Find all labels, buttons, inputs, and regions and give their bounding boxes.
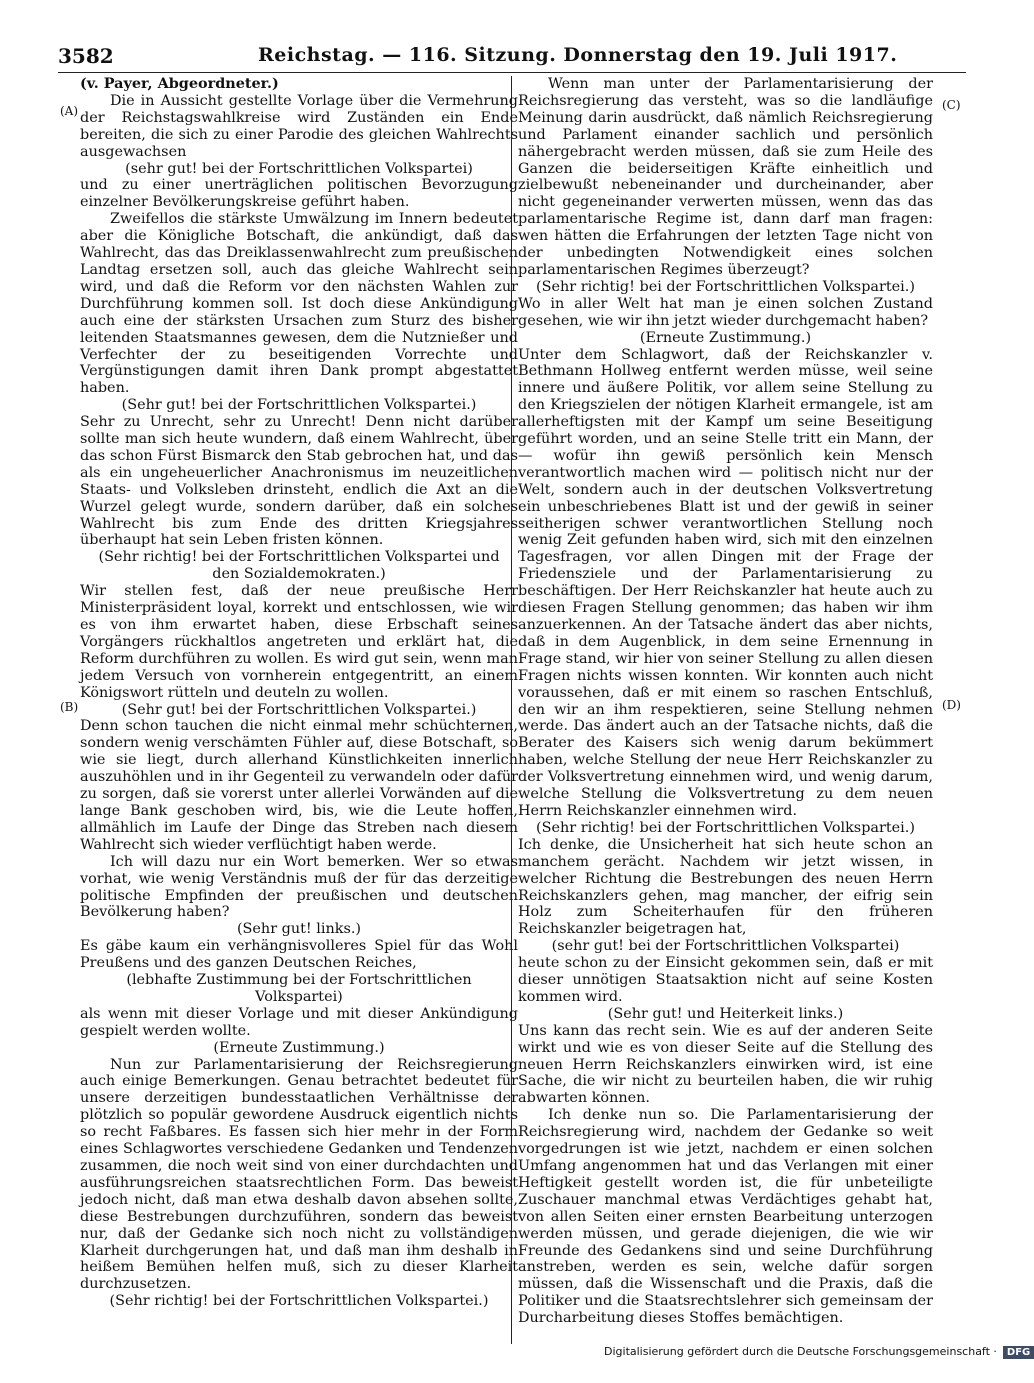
paragraph: Sehr zu Unrecht, sehr zu Unrecht! Denn nicht darüber sollte man sich heute wundern, daß einem Wahlrecht, über das schon Fürst Bismarck den Stab gebrochen hat, und das als ein ungeheuerlicher Anachronismus im neuzeitlichen Staats- und Volksleben drinsteht, endlich die Axt an die Wurzel gelegt wurde, sondern darüber, daß ein solches Wahlrecht bis zum Ende des dritten Kriegsjahres überhaupt hat sein Leben fristen können. [80, 414, 518, 549]
paragraph: Die in Aussicht gestellte Vorlage über die Vermehrung der Reichstagswahlkreise wird Zuständen ein Ende bereiten, die sich zu einer Parodie des gleichen Wahlrechts ausgewachsen [80, 92, 518, 160]
interjection: (sehr gut! bei der Fortschrittlichen Volkspartei) [551, 938, 900, 955]
footer-credit [604, 1345, 1034, 1359]
dfg-logo: DFG [1003, 1346, 1034, 1359]
interjection: (sehr gut! bei der Fortschrittlichen Volkspartei) [125, 160, 473, 177]
left-column [80, 76, 518, 1310]
interjection: (Sehr gut! bei der Fortschrittlichen Volkspartei.) [121, 701, 477, 718]
interjection: (Sehr richtig! bei der Fortschrittlichen Volkspartei und den Sozialdemokraten.) [98, 549, 500, 583]
page-header [58, 44, 966, 70]
header-rule [58, 72, 966, 73]
interjection: (Erneute Zustimmung.) [213, 1039, 385, 1056]
margin-marker-c: (C) [942, 98, 961, 112]
paragraph: Wo in aller Welt hat man je einen solchen Zustand gesehen, wie wir ihn jetzt wieder durchgemacht haben? [518, 295, 933, 329]
page-number: 3582 [58, 44, 114, 68]
paragraph: Unter dem Schlagwort, daß der Reichskanzler v. Bethmann Hollweg entfernt werden müsse, weil seine innere und äußere Politik, vor allem seine Stellung zu den Kriegszielen der nötigen Klarheit ermangele, ist am allerheftigsten mit der Kampf um seine Beseitigung geführt worden, und an seine Stelle tritt ein Mann, der — wofür ihn gewiß persönlich kein Mensch verantwortlich machen wird — politisch nicht nur der Welt, sondern auch in der deutschen Volksvertretung ein unbeschriebenes Blatt ist und der gewiß in seiner seitherigen schwer verantwortlichen Stellung noch wenig Zeit gefunden haben wird, sich mit den einzelnen Tagesfragen, vor allen Dingen mit der Frage der Friedensziele und der Parlamentarisierung zu beschäftigen. Der Herr Reichskanzler hat heute auch zu diesen Fragen Stellung genommen; das haben wir ihm anzuerkennen. An der Tatsache ändert das aber nichts, daß in dem Augenblick, in dem seine Ernennung in Frage stand, wir hier von seiner Stellung zu allen diesen Fragen nichts wissen konnten. Wir konnten auch nicht voraussehen, daß er mit einem so raschen Entschluß, den wir an ihm respektieren, seine Stellung nehmen werde. Das ändert auch an der Tatsache nichts, daß die Berater des Kaisers sich wenig darum bekümmert haben, welche Stellung der neue Herr Reichskanzler zu der Volksvertretung einnehmen wird, und wenig darum, welche Stellung die Volksvertretung zu dem neuen Herrn Reichskanzler einnehmen wird. [518, 346, 933, 819]
paragraph: Nun zur Parlamentarisierung der Reichsregierung auch einige Bemerkungen. Genau betrachtet bedeutet für unsere derzeitigen bundesstaatlichen Verhältnisse der plötzlich so populär gewordene Ausdruck eigentlich nichts so recht Faßbares. Es fassen sich hier mehr in der Form eines Schlagwortes verschiedene Gedanken und Tendenzen zusammen, die noch weit sind von einer durchdachten und ausführungsreichen staatsrechtlichen Form. Das beweist jedoch nicht, daß man etwa deshalb davon absehen sollte, diese Bestrebungen durchzuführen, sondern das beweist nur, daß der Gedanke sich noch nicht zu vollständigen Klarheit durchgerungen hat, und daß man ihm deshalb in heißem Bemühen helfen muß, sich zu dieser Klarheit durchzusetzen. [80, 1056, 518, 1293]
paragraph: Wenn man unter der Parlamentarisierung der Reichsregierung das versteht, was so die landläufige Meinung darin ausdrückt, daß nämlich Reichsregierung und Parlament einander sachlich und persönlich nähergebracht werden müssen, daß sie zum Heile des Ganzen die beiderseitigen Kräfte einheitlich und zielbewußt nebeneinander und durcheinander, aber nicht gegeneinander verwerten müssen, wenn das das parlamentarische Regime ist, dann darf man fragen: wen hätten die Erfahrungen der letzten Tage nicht von der unbedingten Notwendigkeit eines solchen parlamentarischen Regimes überzeugt? [518, 76, 933, 278]
interjection: (Sehr gut! links.) [236, 921, 362, 938]
paragraph: Ich will dazu nur ein Wort bemerken. Wer so etwas vorhat, wie wenig Verständnis muß der für das derzeitige politische Empfinden der preußischen und deutschen Bevölkerung haben? [80, 853, 518, 921]
paragraph: Denn schon tauchen die nicht einmal mehr schüchternen, sondern wenig verschämten Fühler auf, diese Botschaft, so wie sie liegt, durch allerhand Künstlichkeiten innerlich auszuhöhlen und in ihr Gegenteil zu verwandeln oder dafür zu sorgen, daß sie vorerst unter allerlei Vorwänden auf die lange Bank geschoben wird, bis, wie die Leute hoffen, allmählich im Laufe der Dinge das Streben nach diesem Wahlrecht sich wieder verflüchtigt haben werde. [80, 718, 518, 853]
paragraph: als wenn mit dieser Vorlage und mit dieser Ankündigung gespielt werden wollte. [80, 1005, 518, 1039]
interjection: (Sehr gut! bei der Fortschrittlichen Volkspartei.) [121, 397, 477, 414]
interjection: (Sehr richtig! bei der Fortschrittlichen Volkspartei.) [109, 1293, 489, 1310]
paragraph: Ich denke, die Unsicherheit hat sich heute schon an manchem gerächt. Nachdem wir jetzt wissen, in welcher Richtung die Bestrebungen des neuen Herrn Reichskanzlers gehen, mag mancher, der eifrig sein Holz zum Scheiterhaufen für den früheren Reichskanzler beigetragen hat, [518, 836, 933, 938]
margin-marker-a: (A) [60, 104, 79, 118]
interjection: (Erneute Zustimmung.) [639, 329, 812, 346]
margin-marker-d: (D) [942, 698, 961, 712]
running-title: Reichstag. — 116. Sitzung. Donnerstag den 19. Juli 1917. [258, 44, 898, 66]
paragraph: und zu einer unerträglichen politischen Bevorzugung einzelner Bevölkerungskreise geführt haben. [80, 177, 518, 211]
interjection: (Sehr gut! und Heiterkeit links.) [607, 1005, 844, 1022]
margin-marker-b: (B) [60, 700, 79, 714]
paragraph: Es gäbe kaum ein verhängnisvolleres Spiel für das Wohl Preußens und des ganzen Deutschen Reiches, [80, 938, 518, 972]
right-column [518, 76, 933, 1327]
paragraph: Ich denke nun so. Die Parlamentarisierung der Reichsregierung wird, nachdem der Gedanke so weit vorgedrungen ist wie jetzt, nachdem er einen solchen Umfang angenommen hat und das Verlangen mit einer Heftigkeit gestellt worden ist, die für unbeteiligte Zuschauer manchmal etwas Verdächtiges gehabt hat, von allen Seiten einer ernsten Bearbeitung unterzogen werden müssen, und gerade diejenigen, die wie wir Freunde des Gedankens sind und seine Durchführung anstreben, werden es sein, welche dafür sorgen müssen, daß die Wissenschaft und die Praxis, daß die Politiker und die Staatsrechtslehrer sich gemeinsam der Durcharbeitung dieses Stoffes bemächtigen. [518, 1107, 933, 1327]
interjection: (lebhafte Zustimmung bei der Fortschrittlichen Volkspartei) [126, 972, 472, 1005]
interjection: (Sehr richtig! bei der Fortschrittlichen Volkspartei.) [536, 819, 915, 836]
paragraph: heute schon zu der Einsicht gekommen sein, daß er mit dieser unnötigen Staatsaktion nicht auf seine Kosten kommen wird. [518, 955, 933, 1005]
speaker-label: (v. Payer, Abgeordneter.) [80, 75, 279, 92]
paragraph: Wir stellen fest, daß der neue preußische Herr Ministerpräsident loyal, korrekt und entschlossen, wie wir es von ihm erwartet haben, diese Erbschaft seines Vorgängers rückhaltlos angetreten und erklärt hat, die Reform durchführen zu wollen. Es wird gut sein, wenn man jedem Versuch von vornherein entgegentritt, an einem Königswort rütteln und deuteln zu wollen. [80, 583, 518, 701]
interjection: (Sehr richtig! bei der Fortschrittlichen Volkspartei.) [536, 278, 915, 295]
paragraph: Uns kann das recht sein. Wie es auf der anderen Seite wirkt und wie es von dieser Seite auf die Stellung des neuen Herrn Reichskanzlers einwirken wird, ist eine Sache, die wir nicht zu beurteilen haben, die wir ruhig abwarten können. [518, 1022, 933, 1107]
footer-text: Digitalisierung gefördert durch die Deutsche Forschungsgemeinschaft · [604, 1345, 997, 1358]
paragraph: Zweifellos die stärkste Umwälzung im Innern bedeutet aber die Königliche Botschaft, die ankündigt, daß das Wahlrecht, das das Dreiklassenwahlrecht zum preußischen Landtag ersetzen soll, auch das gleiche Wahlrecht sein wird, und daß die Reform vor den nächsten Wahlen zur Durchführung kommen soll. Ist doch diese Ankündigung auch eine der stärksten Ursachen zum Sturz des bisher leitenden Staatsmannes gewesen, dem die Nutznießer und Verfechter der zu beseitigenden Vorrechte und Vergünstigungen damit ihren Dank prompt abgestattet haben. [80, 211, 518, 397]
